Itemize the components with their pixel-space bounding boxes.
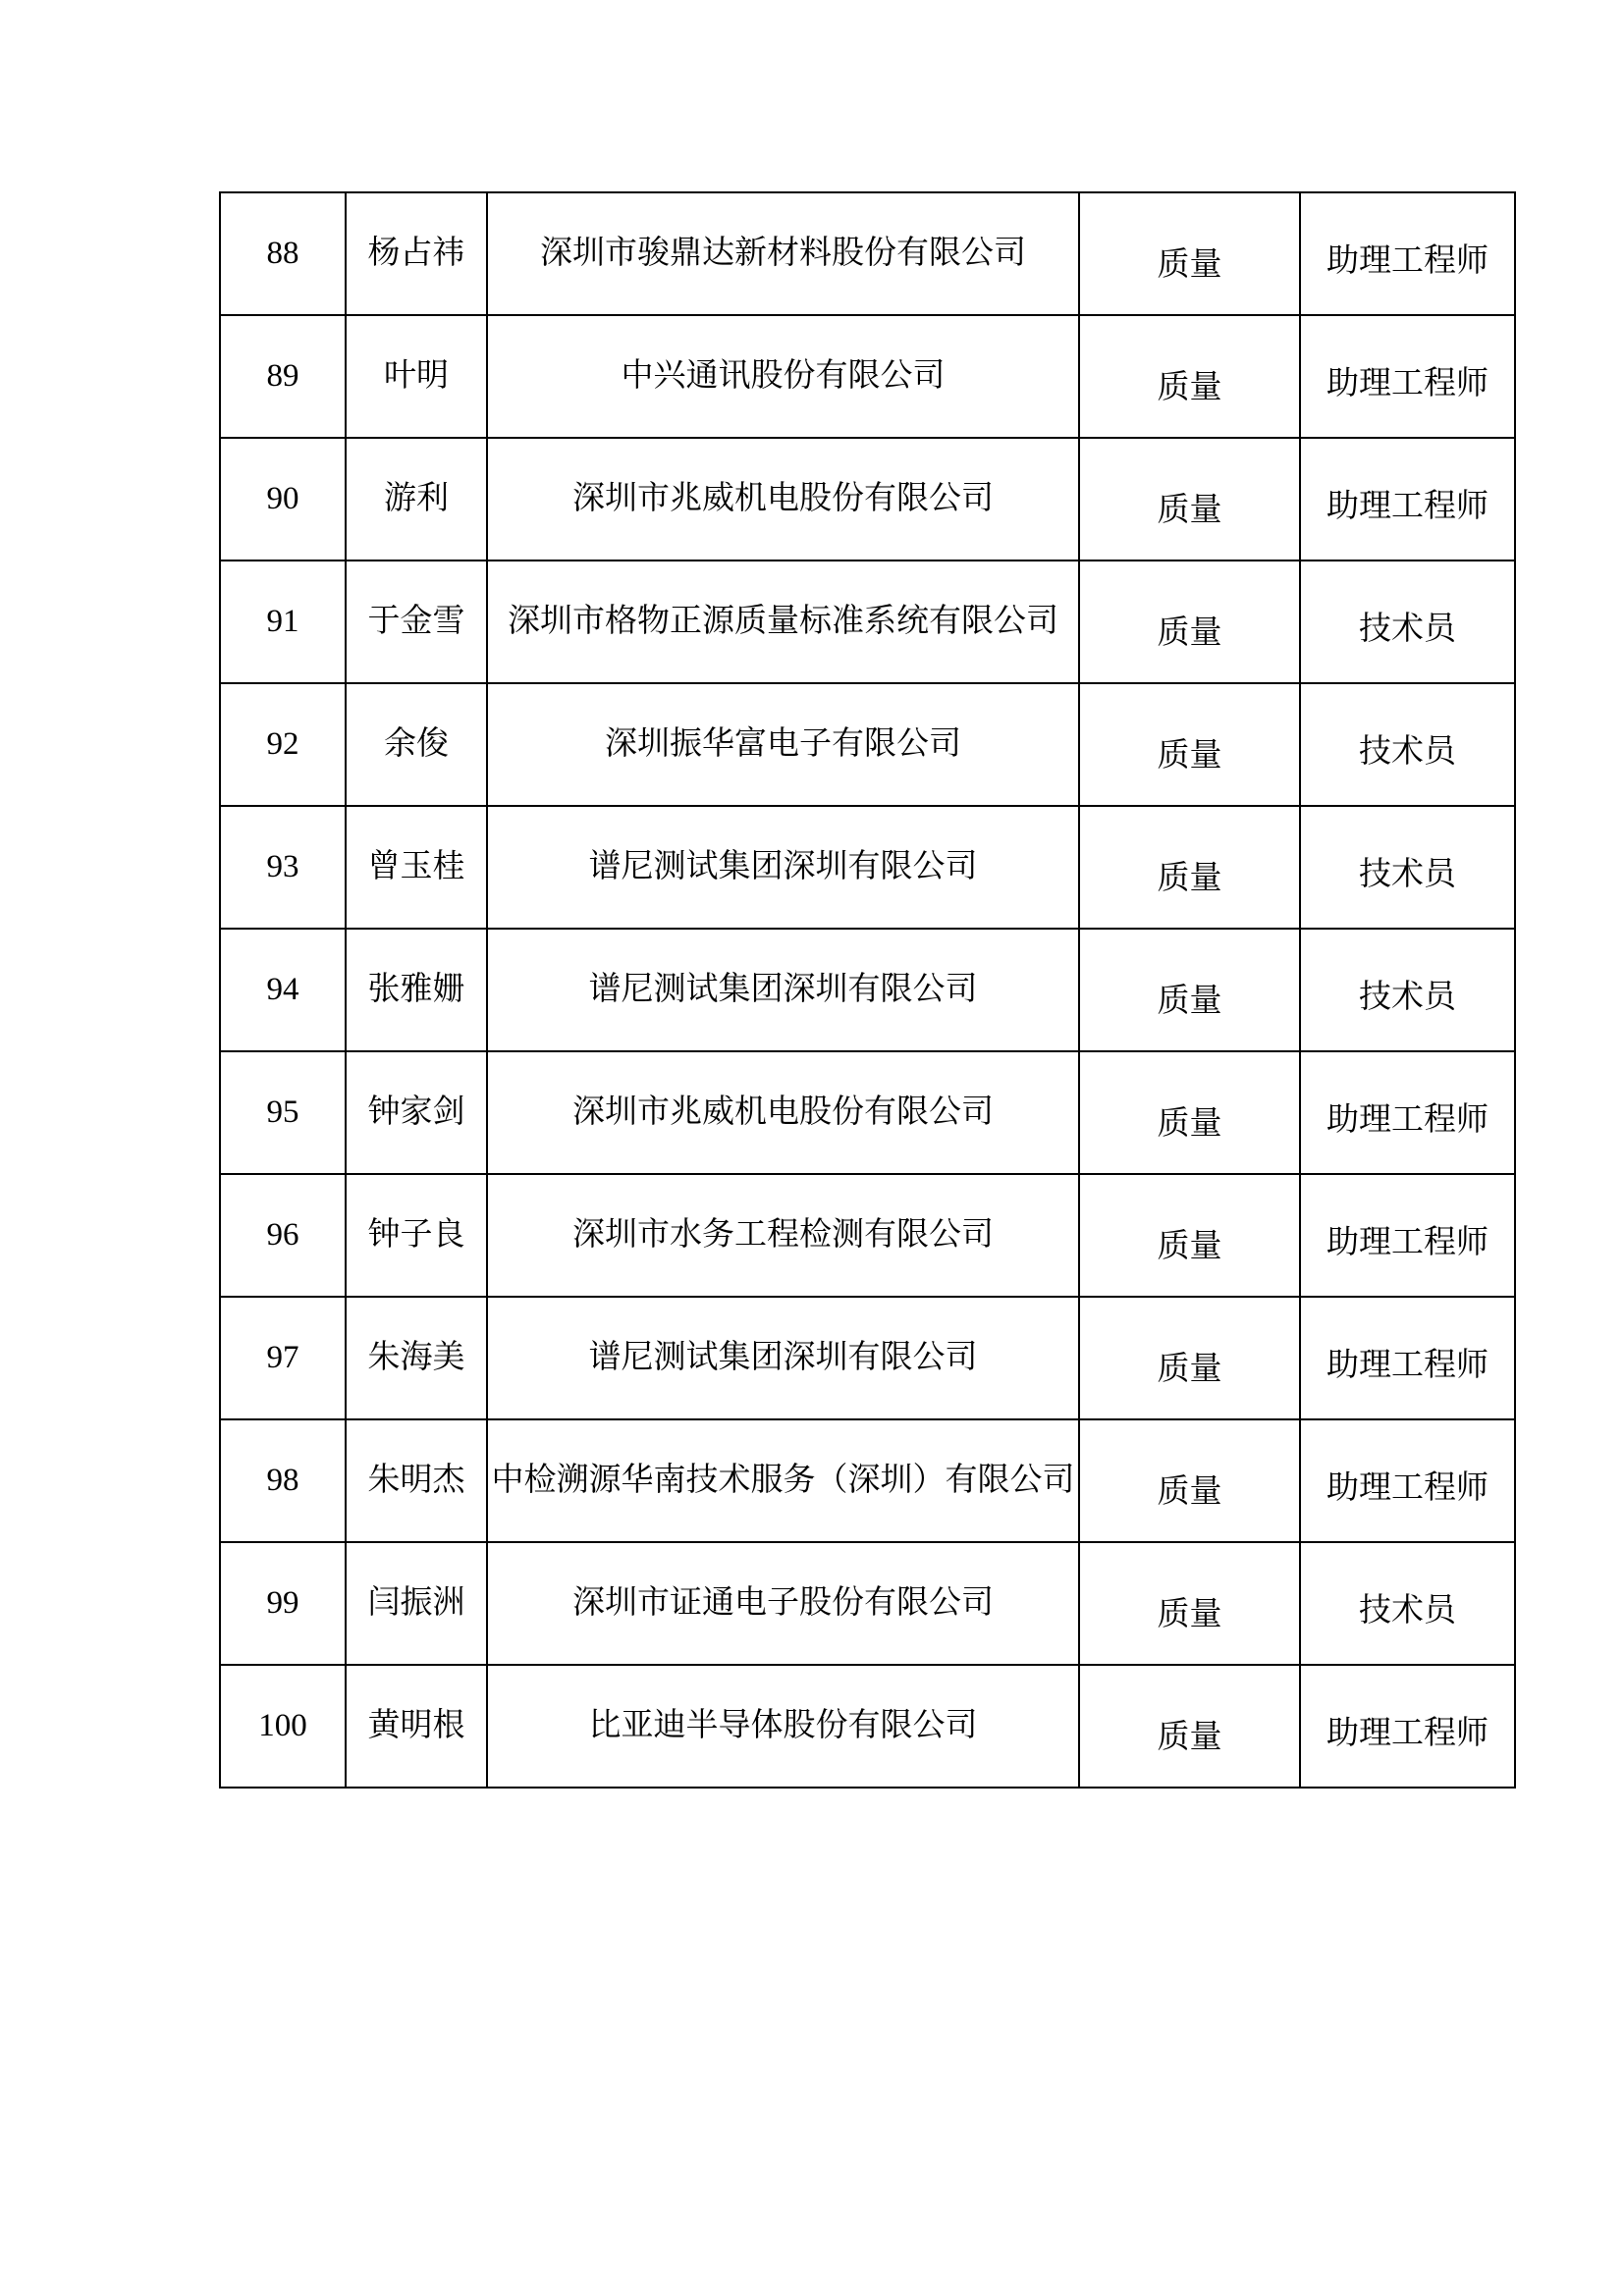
person-name-cell [346,1297,487,1419]
category-cell [1079,1297,1300,1419]
person-name-cell [346,1051,487,1174]
serial-number-cell [220,1419,346,1542]
category-text: 质量 [1157,1720,1222,1756]
table-row [220,683,1515,806]
category-cell [1079,438,1300,561]
company-name-text: 谱尼测试集团深圳有限公司 [588,972,978,1008]
table-row [220,315,1515,438]
table-row [220,806,1515,929]
company-name-text: 谱尼测试集团深圳有限公司 [588,1340,978,1376]
category-text: 质量 [1157,738,1222,774]
serial-number-text: 93 [266,849,299,885]
job-title-text: 助理工程师 [1326,1470,1489,1507]
job-title-text: 助理工程师 [1326,1102,1489,1139]
job-title-cell [1300,192,1515,315]
person-name-cell [346,929,487,1051]
serial-number-text: 94 [266,972,299,1008]
category-text: 质量 [1157,1229,1222,1265]
category-text: 质量 [1157,493,1222,529]
job-title-cell [1300,683,1515,806]
company-name-cell [487,1297,1079,1419]
company-name-text: 深圳振华富电子有限公司 [605,726,961,763]
person-name-text: 闫振洲 [367,1585,465,1622]
serial-number-text: 97 [266,1340,299,1376]
job-title-cell [1300,929,1515,1051]
serial-number-text: 95 [266,1095,299,1131]
person-name-cell [346,315,487,438]
person-name-text: 曾玉桂 [367,849,465,885]
job-title-cell [1300,315,1515,438]
serial-number-cell [220,315,346,438]
job-title-cell [1300,1297,1515,1419]
table-row [220,561,1515,683]
company-name-text: 深圳市格物正源质量标准系统有限公司 [508,604,1058,640]
table-row [220,1419,1515,1542]
serial-number-cell [220,929,346,1051]
table-row [220,438,1515,561]
personnel-table [219,191,1516,1789]
category-text: 质量 [1157,1106,1222,1143]
category-cell [1079,561,1300,683]
category-text: 质量 [1157,984,1222,1020]
company-name-cell [487,929,1079,1051]
serial-number-text: 92 [266,726,299,763]
table-row [220,1297,1515,1419]
serial-number-cell [220,561,346,683]
job-title-text: 助理工程师 [1326,1225,1489,1261]
serial-number-text: 100 [258,1708,307,1744]
serial-number-text: 96 [266,1217,299,1254]
table-row [220,929,1515,1051]
serial-number-cell [220,1665,346,1788]
company-name-text: 中兴通讯股份有限公司 [621,358,946,395]
company-name-cell [487,1419,1079,1542]
company-name-cell [487,315,1079,438]
company-name-cell [487,192,1079,315]
person-name-text: 于金雪 [367,604,465,640]
category-text: 质量 [1157,1352,1222,1388]
job-title-text: 助理工程师 [1326,489,1489,525]
job-title-cell [1300,1051,1515,1174]
person-name-text: 游利 [384,481,449,517]
serial-number-cell [220,806,346,929]
serial-number-cell [220,1297,346,1419]
company-name-cell [487,683,1079,806]
serial-number-cell [220,1542,346,1665]
person-name-cell [346,438,487,561]
category-cell [1079,1174,1300,1297]
company-name-cell [487,561,1079,683]
table-row [220,192,1515,315]
category-cell [1079,192,1300,315]
person-name-cell [346,1419,487,1542]
category-text: 质量 [1157,615,1222,652]
serial-number-text: 99 [266,1585,299,1622]
serial-number-cell [220,1051,346,1174]
person-name-text: 张雅姗 [367,972,465,1008]
company-name-cell [487,1542,1079,1665]
person-name-text: 杨占祎 [367,236,465,272]
category-text: 质量 [1157,1597,1222,1633]
person-name-cell [346,683,487,806]
company-name-text: 深圳市兆威机电股份有限公司 [572,481,994,517]
category-cell [1079,1542,1300,1665]
job-title-cell [1300,1174,1515,1297]
person-name-cell [346,1542,487,1665]
person-name-cell [346,806,487,929]
person-name-text: 叶明 [384,358,449,395]
company-name-text: 中检溯源华南技术服务（深圳）有限公司 [491,1463,1075,1499]
company-name-text: 深圳市证通电子股份有限公司 [572,1585,994,1622]
table-row [220,1542,1515,1665]
table-row [220,1051,1515,1174]
job-title-cell [1300,1542,1515,1665]
person-name-cell [346,1665,487,1788]
serial-number-cell [220,683,346,806]
job-title-cell [1300,806,1515,929]
serial-number-text: 98 [266,1463,299,1499]
serial-number-text: 90 [266,481,299,517]
company-name-text: 深圳市水务工程检测有限公司 [572,1217,994,1254]
company-name-text: 深圳市兆威机电股份有限公司 [572,1095,994,1131]
job-title-text: 助理工程师 [1326,366,1489,402]
category-cell [1079,315,1300,438]
serial-number-cell [220,1174,346,1297]
job-title-text: 助理工程师 [1326,1716,1489,1752]
job-title-cell [1300,1665,1515,1788]
serial-number-cell [220,438,346,561]
category-text: 质量 [1157,370,1222,406]
category-cell [1079,1419,1300,1542]
job-title-text: 技术员 [1359,612,1456,648]
category-cell [1079,1665,1300,1788]
company-name-cell [487,806,1079,929]
job-title-cell [1300,438,1515,561]
serial-number-text: 91 [266,604,299,640]
person-name-cell [346,561,487,683]
person-name-text: 余俊 [384,726,449,763]
category-text: 质量 [1157,1474,1222,1511]
company-name-cell [487,1665,1079,1788]
person-name-text: 钟家剑 [367,1095,465,1131]
job-title-cell [1300,561,1515,683]
job-title-text: 助理工程师 [1326,243,1489,280]
category-cell [1079,1051,1300,1174]
category-cell [1079,683,1300,806]
category-cell [1079,806,1300,929]
company-name-text: 谱尼测试集团深圳有限公司 [588,849,978,885]
serial-number-text: 88 [266,236,299,272]
person-name-cell [346,192,487,315]
job-title-text: 技术员 [1359,857,1456,893]
person-name-text: 朱明杰 [367,1463,465,1499]
category-cell [1079,929,1300,1051]
company-name-cell [487,1051,1079,1174]
company-name-cell [487,1174,1079,1297]
person-name-text: 朱海美 [367,1340,465,1376]
personnel-table-body [220,192,1515,1788]
job-title-text: 技术员 [1359,1593,1456,1629]
table-row [220,1665,1515,1788]
company-name-text: 深圳市骏鼎达新材料股份有限公司 [540,236,1026,272]
company-name-cell [487,438,1079,561]
job-title-text: 技术员 [1359,734,1456,771]
serial-number-text: 89 [266,358,299,395]
job-title-text: 助理工程师 [1326,1348,1489,1384]
person-name-cell [346,1174,487,1297]
job-title-cell [1300,1419,1515,1542]
person-name-text: 钟子良 [367,1217,465,1254]
table-row [220,1174,1515,1297]
serial-number-cell [220,192,346,315]
company-name-text: 比亚迪半导体股份有限公司 [588,1708,978,1744]
category-text: 质量 [1157,247,1222,284]
job-title-text: 技术员 [1359,980,1456,1016]
person-name-text: 黄明根 [367,1708,465,1744]
category-text: 质量 [1157,861,1222,897]
